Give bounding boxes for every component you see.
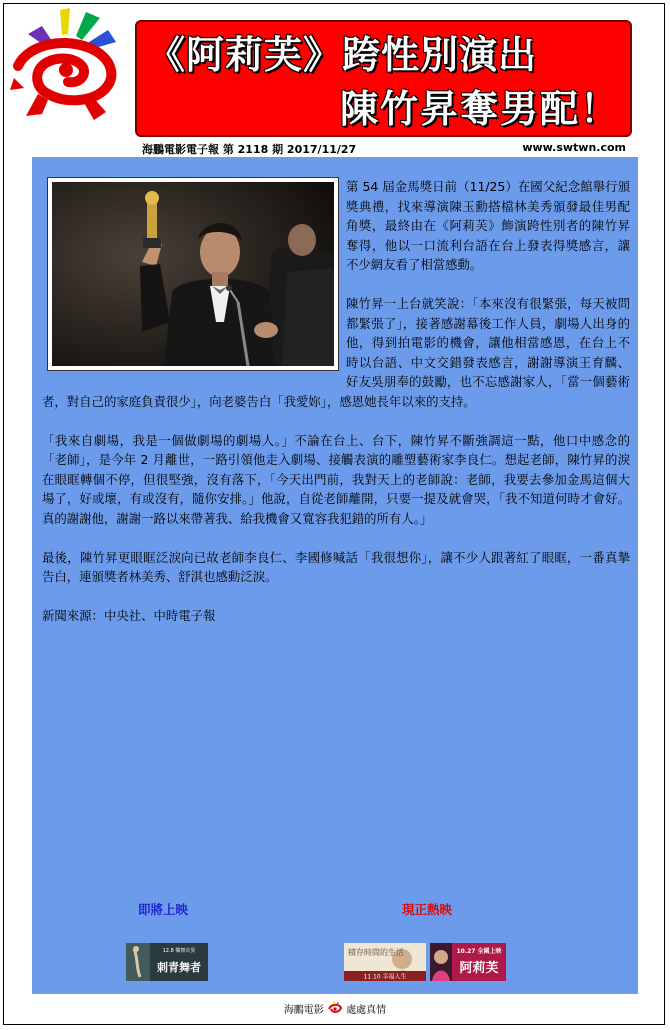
headline-line-1: 《阿莉芙》跨性別演出 — [147, 33, 538, 77]
footer-brand — [0, 1001, 670, 1016]
headline-banner — [135, 20, 632, 137]
site-link[interactable]: www.swtwn.com — [522, 141, 626, 154]
article-body — [42, 177, 630, 645]
hot-thumb-2-date: 10.27 全國上映 — [456, 948, 502, 955]
article-paragraph: 陳竹昇一上台就笑說：「本來沒有很緊張，每天被問都緊張了」，接著感謝幕後工作人員，劇場人出身的他，得到拍電影的機會，讓他相當感恩，在台上不時以台語、中文交錯發表感言，謝謝導演王育麟、好友吳朋奉的鼓勵，也不忘感謝家人，「當一個藝術者，對自己的家庭負責很少」，向老婆告白「我愛妳」，感恩她長年以來的支持。 — [42, 296, 630, 409]
upcoming-movie-thumbnail[interactable] — [126, 943, 208, 981]
hot-thumb-1-date: 11.10 幸福人生 — [363, 973, 407, 981]
hot-thumb-1-title: 積存時間的生活 — [348, 948, 404, 957]
footer-logo-icon — [327, 1001, 343, 1015]
issue-info: 海鵬電影電子報 第 2118 期 2017/11/27 — [142, 143, 357, 156]
upcoming-thumb-date: 12.8 樂舞奇異 — [162, 948, 196, 954]
upcoming-thumb-title: 刺青舞者 — [157, 961, 201, 974]
now-showing-thumbnail-1[interactable] — [344, 943, 426, 981]
footer-brand-right: 處處真情 — [346, 1005, 387, 1016]
news-source: 新聞來源：中央社、中時電子報 — [42, 608, 216, 623]
article-paragraph: 最後，陳竹昇更眼眶泛淚向已故老師李良仁、李國修喊話「我很想你」，讓不少人跟著紅了眼眶，一番真摯告白，連頒獎者林美秀、舒淇也感動泛淚。 — [42, 549, 630, 584]
footer-brand-left: 海鵬電影 — [283, 1005, 324, 1016]
article-paragraph: 第 54 屆金馬獎日前（11/25）在國父紀念館舉行頒獎典禮，找來導演陳玉勳搭檔林美秀頒發最佳男配角獎，最終由在《阿莉芙》飾演跨性別者的陳竹昇奪得，他以一口流利台語在台上發表得獎感言，讓不少網友看了相當感動。 — [346, 179, 630, 272]
swtwn-logo-icon — [8, 4, 138, 122]
hot-thumb-2-title: 阿莉芙 — [459, 961, 499, 976]
article-panel — [32, 157, 638, 994]
upcoming-section-title: 即將上映 — [138, 902, 189, 917]
headline-line-2: 陳竹昇奪男配！ — [339, 87, 620, 131]
article-paragraph: 「我來自劇場，我是一個做劇場的劇場人。」不論在台上、台下，陳竹昇不斷強調這一點，他口中感念的「老師」，是今年 2 月離世，一路引領他走入劇場、接觸表演的雕塑藝術家李良仁。想起老師，陳竹昇的淚在眼眶轉個不停，但很堅強，沒有落下，「今天出門前，我對天上的老師說：老師，我要去參加金馬這個大場了，好或壞，有或沒有，隨你安排。」他說，自從老師離開，只要一提及就會哭，「我不知道何時才會好。真的謝謝他，謝謝一路以來帶著我、給我機會又寬容我犯錯的所有人。」 — [42, 432, 630, 526]
now-showing-thumbnail-2[interactable] — [430, 943, 506, 981]
now-showing-section-title: 現正熱映 — [402, 902, 453, 917]
